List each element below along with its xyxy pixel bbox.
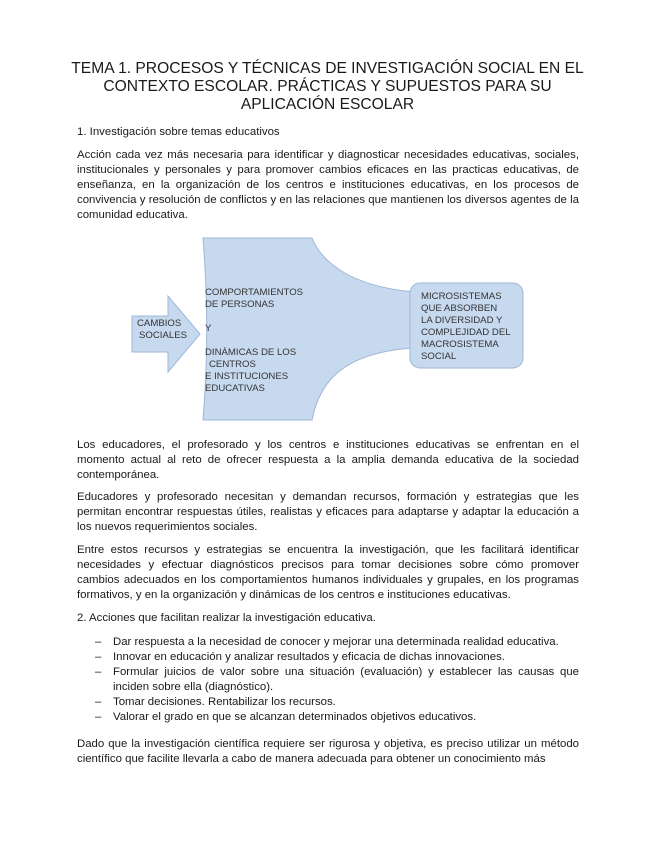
paragraph-5: Dado que la investigación científica requiere ser rigurosa y objetiva, es preciso utilizar un método científico que facilite llevarla a cabo de manera adecuada para obtener un conocimiento más [77,738,579,765]
list-item: – Dar respuesta a la necesidad de conocer y mejorar una determinada realidad educativa. [95,636,559,648]
box-label-line-6: SOCIAL [421,351,457,362]
center-label-line-6: E INSTITUCIONES [205,371,289,382]
box-label-line-4: COMPLEJIDAD DEL [421,327,511,338]
bullet-dash: – [95,666,102,678]
paragraph-4: Entre estos recursos y estrategias se encuentra la investigación, que les facilitará identificar necesidades y efectuar diagnósticos precisos para tomar decisiones sobre cómo promover cambios adecuados en los comportamientos humanos individuales y grupales, en los programas formativos, y en la organización y dinámicas de los centros e instituciones educativas. [77,544,579,601]
center-label-line-7: EDUCATIVAS [205,383,265,394]
center-label-line-1: COMPORTAMIENTOS [205,287,304,298]
arrow-label-line-1: CAMBIOS [137,318,182,329]
bullet-dash: – [95,711,102,723]
section-1-heading: 1. Investigación sobre temas educativos [77,126,280,138]
center-label-line-4: DINÁMICAS DE LOS [205,347,297,358]
paragraph-1: Acción cada vez más necesaria para identificar y diagnosticar necesidades educativas, sociales, institucionales y personales y para promover cambios eficaces en las practicas educativas, de enseñanza, en la organización de los centros e instituciones educativas, en los procesos de convivencia y resolución de conflictos y en las relaciones que mantienen los diversos agentes de la comunidad educativa. [77,149,579,221]
list-item: – Valorar el grado en que se alcanzan determinados objetivos educativos. [95,711,477,723]
center-label-line-5: CENTROS [209,359,256,370]
box-label-line-2: QUE ABSORBEN [421,303,498,314]
bullet-dash: – [95,636,102,648]
section-2-heading: 2. Acciones que facilitan realizar la investigación educativa. [77,612,376,624]
arrow-label-line-2: SOCIALES [139,330,187,341]
paragraph-2: Los educadores, el profesorado y los centros e instituciones educativas se enfrentan en el momento actual al reto de ofrecer respuesta a la amplia demanda educativa de la sociedad contemporánea. [77,439,579,481]
actions-list [77,635,579,725]
center-label-line-2: DE PERSONAS [205,299,275,310]
list-item: – Formular juicios de valor sobre una situación (evaluación) y establecer las causas que inciden sobre ella (diagnóstico). [95,666,579,693]
paragraph-3: Educadores y profesorado necesitan y demandan recursos, formación y estrategias que les permitan encontrar respuestas útiles, realistas y eficaces para adaptarse y adaptar la educación a los nuevos requerimientos sociales. [77,491,579,533]
box-label-line-3: LA DIVERSIDAD Y [421,315,503,326]
list-item: – Tomar decisiones. Rentabilizar los recursos. [95,696,336,708]
box-label-line-1: MICROSISTEMAS [421,291,502,302]
bullet-dash: – [95,696,102,708]
page-title: TEMA 1. PROCESOS Y TÉCNICAS DE INVESTIGACIÓN SOCIAL EN EL CONTEXTO ESCOLAR. PRÁCTICAS Y SUPUESTOS PARA SU APLICACIÓN ESCOLAR [71,60,584,113]
list-item: – Innovar en educación y analizar resultados y eficacia de dichas innovaciones. [95,651,505,663]
bullet-dash: – [95,651,102,663]
center-label-line-3: Y [205,323,212,334]
box-label-line-5: MACROSISTEMA [421,339,499,350]
